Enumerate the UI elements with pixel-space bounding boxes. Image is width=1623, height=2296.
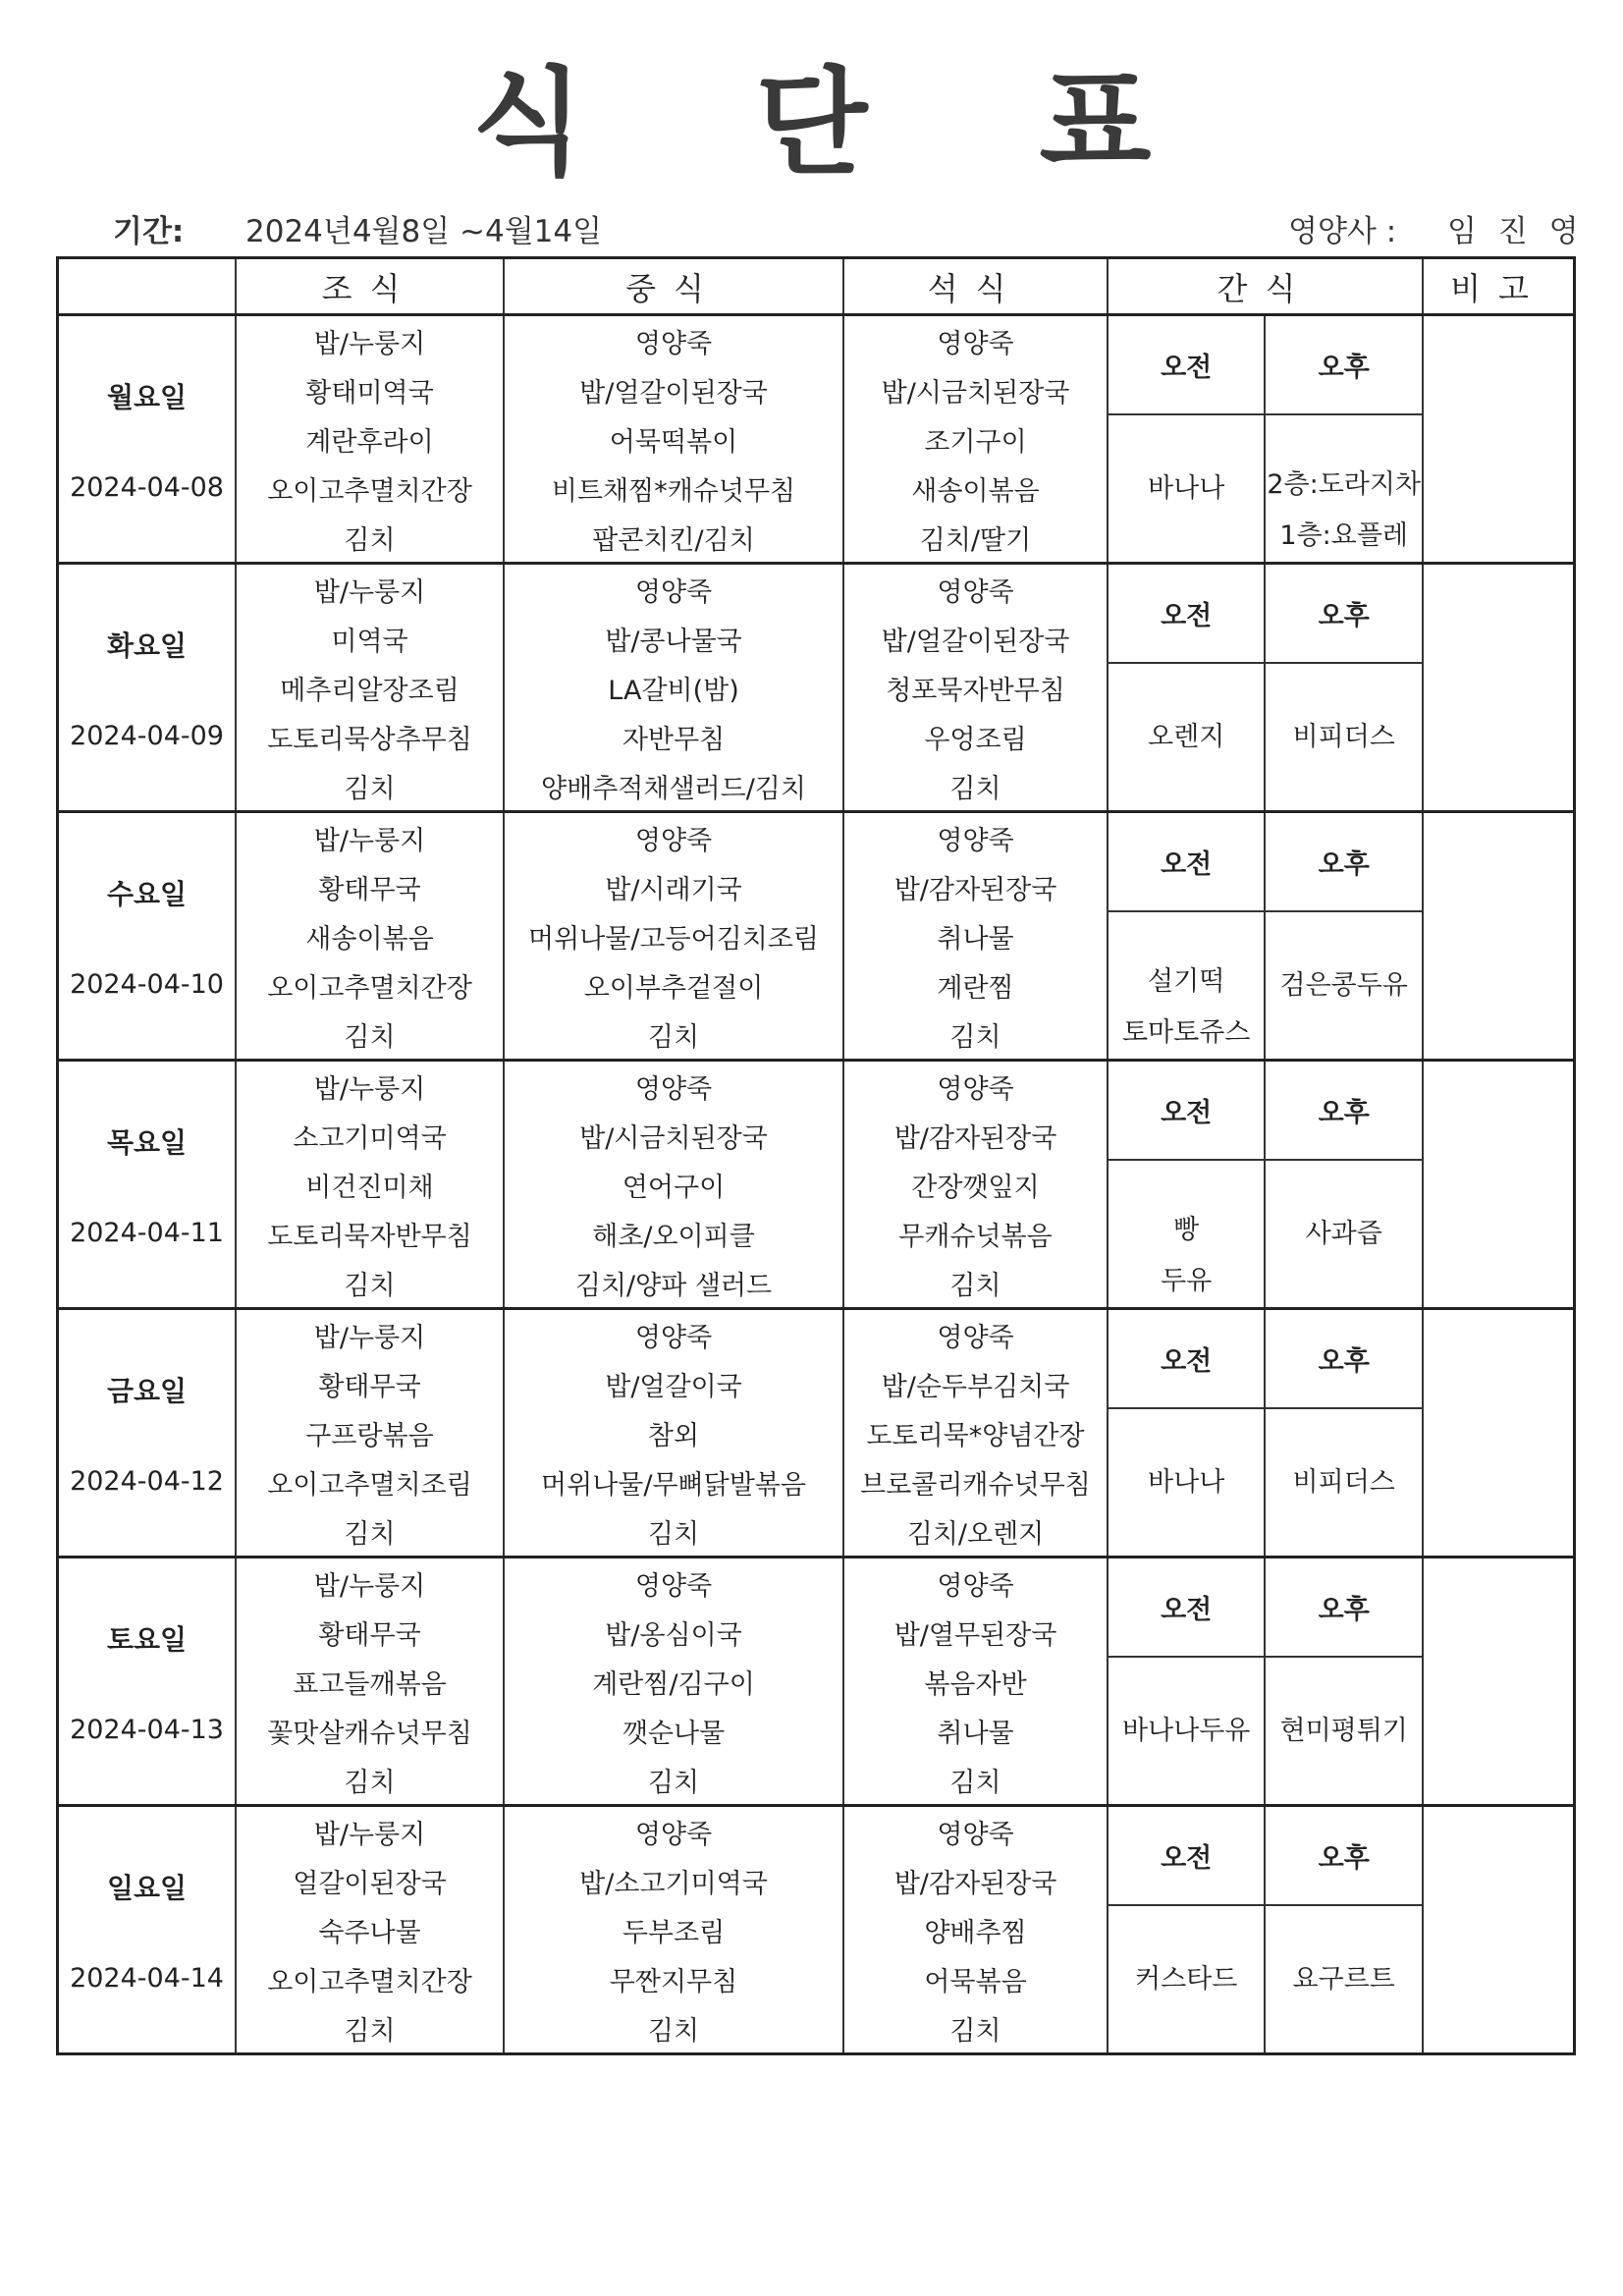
snack-item: 바나나: [1148, 472, 1225, 504]
dinner-item: 영양죽: [843, 1558, 1108, 1609]
dinner-item: 밥/순두부김치국: [843, 1359, 1108, 1408]
breakfast-item: 김치: [236, 1258, 504, 1309]
snack-item: 현미평튀기: [1279, 1715, 1408, 1746]
day-block: [58, 1558, 1575, 1806]
breakfast-item: 도토리묵상추무침: [236, 712, 504, 761]
note-cell: [1423, 812, 1575, 1061]
menu-row: [58, 663, 1575, 712]
lunch-item: 김치: [504, 2003, 843, 2054]
snack-pm-label: 오후: [1265, 1061, 1423, 1161]
dinner-item: 영양죽: [843, 564, 1108, 615]
breakfast-item: 밥/누룽지: [236, 812, 504, 863]
lunch-item: 깻순나물: [504, 1706, 843, 1755]
day-name: 일요일: [106, 1871, 188, 1904]
meal-plan-table: [56, 256, 1576, 2055]
lunch-item: 해초/오이피클: [504, 1209, 843, 1258]
snack-am-cell: [1108, 414, 1266, 564]
snack-item: 바나나: [1148, 1466, 1225, 1498]
dinner-item: 영양죽: [843, 1061, 1108, 1112]
lunch-item: 연어구이: [504, 1160, 843, 1209]
dinner-item: 밥/감자된장국: [843, 1856, 1108, 1905]
lunch-item: 김치: [504, 1010, 843, 1061]
lunch-item: 밥/시금치된장국: [504, 1111, 843, 1160]
breakfast-item: 구프랑볶음: [236, 1408, 504, 1457]
breakfast-item: 도토리묵자반무침: [236, 1209, 504, 1258]
dinner-item: 김치: [843, 1258, 1108, 1309]
snack-item: 2층:도라지차: [1267, 469, 1422, 500]
breakfast-item: 오이고추멸치간장: [236, 1954, 504, 2003]
lunch-item: 김치: [504, 1506, 843, 1558]
breakfast-item: 밥/누룽지: [236, 1061, 504, 1112]
lunch-item: 머위나물/고등어김치조림: [504, 911, 843, 960]
snack-pm-label: 오후: [1265, 1309, 1423, 1409]
day-cell: [58, 1558, 237, 1806]
header-day: [58, 258, 237, 315]
snack-pm-cell: [1265, 1160, 1423, 1309]
lunch-item: LA갈비(밤): [504, 663, 843, 712]
day-block: [58, 564, 1575, 812]
day-cell: [58, 812, 237, 1061]
menu-row: [58, 1061, 1575, 1112]
breakfast-item: 새송이볶음: [236, 911, 504, 960]
lunch-item: 김치/양파 샐러드: [504, 1258, 843, 1309]
snack-item: 검은콩두유: [1279, 969, 1408, 1001]
day-name: 수요일: [106, 877, 188, 910]
breakfast-item: 밥/누룽지: [236, 564, 504, 615]
day-date: 2024-04-09: [70, 720, 224, 751]
title-char-2: 단: [755, 55, 868, 191]
breakfast-item: 미역국: [236, 614, 504, 663]
snack-pm-label: 오후: [1265, 1558, 1423, 1658]
breakfast-item: 오이고추멸치간장: [236, 960, 504, 1010]
day-name: 월요일: [106, 380, 188, 413]
lunch-item: 밥/콩나물국: [504, 614, 843, 663]
dinner-item: 밥/시금치된장국: [843, 365, 1108, 414]
dinner-item: 밥/열무된장국: [843, 1608, 1108, 1657]
snack-item: 요구르트: [1292, 1963, 1395, 1995]
snack-pm-label: 오후: [1265, 564, 1423, 664]
day-cell: [58, 564, 237, 812]
snack-pm-label: 오후: [1265, 1806, 1423, 1906]
note-cell: [1423, 1806, 1575, 2054]
breakfast-item: 김치: [236, 1755, 504, 1806]
dinner-item: 취나물: [843, 1706, 1108, 1755]
header-breakfast: 조식: [236, 258, 504, 315]
snack-item: 비피더스: [1292, 1466, 1395, 1498]
day-name: 목요일: [106, 1125, 188, 1159]
breakfast-item: 밥/누룽지: [236, 1558, 504, 1609]
breakfast-item: 오이고추멸치간장: [236, 464, 504, 513]
snack-am-label: 오전: [1108, 1806, 1266, 1906]
snack-pm-cell: [1265, 911, 1423, 1061]
lunch-item: 밥/얼갈이국: [504, 1359, 843, 1408]
breakfast-item: 밥/누룽지: [236, 1806, 504, 1857]
header-note: 비고: [1423, 258, 1575, 315]
day-cell: [58, 1309, 237, 1558]
breakfast-item: 황태무국: [236, 1359, 504, 1408]
note-cell: [1423, 1309, 1575, 1558]
lunch-item: 자반무침: [504, 712, 843, 761]
period-value: 2024년4월8일 ~4월14일: [245, 214, 603, 249]
dinner-item: 새송이볶음: [843, 464, 1108, 513]
snack-item: 오렌지: [1148, 721, 1225, 752]
header-snack: 간식: [1108, 258, 1423, 315]
lunch-item: 영양죽: [504, 1309, 843, 1360]
day-date: 2024-04-08: [70, 471, 224, 503]
breakfast-item: 김치: [236, 2003, 504, 2054]
breakfast-item: 오이고추멸치조림: [236, 1457, 504, 1506]
dinner-item: 양배추찜: [843, 1905, 1108, 1954]
snack-item: 비피더스: [1292, 721, 1395, 752]
breakfast-item: 표고들깨볶음: [236, 1657, 504, 1706]
note-cell: [1423, 1558, 1575, 1806]
snack-item: 커스타드: [1135, 1963, 1238, 1995]
snack-item: 빵: [1173, 1215, 1200, 1245]
day-block: [58, 315, 1575, 564]
snack-item: 사과즙: [1305, 1218, 1382, 1249]
breakfast-item: 밥/누룽지: [236, 1309, 504, 1360]
snack-pm-label: 오후: [1265, 315, 1423, 415]
lunch-item: 머위나물/무뼈닭발볶음: [504, 1457, 843, 1506]
dinner-item: 브로콜리캐슈넛무침: [843, 1457, 1108, 1506]
breakfast-item: 밥/누룽지: [236, 315, 504, 366]
menu-row: [58, 1806, 1575, 1857]
snack-am-label: 오전: [1108, 564, 1266, 664]
breakfast-item: 숙주나물: [236, 1905, 504, 1954]
lunch-item: 밥/소고기미역국: [504, 1856, 843, 1905]
menu-row: [58, 564, 1575, 615]
header-lunch: 중식: [504, 258, 843, 315]
breakfast-item: 계란후라이: [236, 414, 504, 464]
dinner-item: 밥/감자된장국: [843, 862, 1108, 911]
breakfast-item: 얼갈이된장국: [236, 1856, 504, 1905]
lunch-item: 무짠지무침: [504, 1954, 843, 2003]
snack-am-label: 오전: [1108, 812, 1266, 912]
dinner-item: 김치/오렌지: [843, 1506, 1108, 1558]
day-cell: [58, 1061, 237, 1309]
snack-pm-cell: [1265, 414, 1423, 564]
header-dinner: 석식: [843, 258, 1108, 315]
title-char-1: 식: [471, 55, 584, 191]
day-block: [58, 812, 1575, 1061]
snack-pm-cell: [1265, 1905, 1423, 2054]
menu-row: [58, 1905, 1575, 1954]
day-block: [58, 1806, 1575, 2054]
day-block: [58, 1309, 1575, 1558]
lunch-item: 밥/시래기국: [504, 862, 843, 911]
dinner-item: 영양죽: [843, 812, 1108, 863]
day-date: 2024-04-14: [70, 1962, 224, 1994]
lunch-item: 밥/옹심이국: [504, 1608, 843, 1657]
snack-am-label: 오전: [1108, 1061, 1266, 1161]
breakfast-item: 꽃맛살캐슈넛무침: [236, 1706, 504, 1755]
snack-am-cell: [1108, 1160, 1266, 1309]
day-cell: [58, 1806, 237, 2054]
lunch-item: 밥/얼갈이된장국: [504, 365, 843, 414]
dinner-item: 도토리묵*양념간장: [843, 1408, 1108, 1457]
header-row: [58, 258, 1575, 315]
dinner-item: 영양죽: [843, 1806, 1108, 1857]
dinner-item: 무캐슈넛볶음: [843, 1209, 1108, 1258]
breakfast-item: 황태무국: [236, 1608, 504, 1657]
dinner-item: 볶음자반: [843, 1657, 1108, 1706]
dinner-item: 밥/얼갈이된장국: [843, 614, 1108, 663]
menu-row: [58, 1408, 1575, 1457]
menu-row: [58, 414, 1575, 464]
dinner-item: 김치: [843, 1010, 1108, 1061]
snack-pm-cell: [1265, 663, 1423, 812]
snack-pm-label: 오후: [1265, 812, 1423, 912]
snack-item: 토마토쥬스: [1121, 1017, 1251, 1048]
lunch-item: 참외: [504, 1408, 843, 1457]
note-cell: [1423, 315, 1575, 564]
lunch-item: 비트채찜*캐슈넛무침: [504, 464, 843, 513]
menu-row: [58, 315, 1575, 366]
day-name: 화요일: [106, 629, 188, 662]
lunch-item: 영양죽: [504, 812, 843, 863]
snack-am-cell: [1108, 1905, 1266, 2054]
dinner-item: 김치/딸기: [843, 513, 1108, 564]
day-name: 토요일: [106, 1622, 188, 1656]
menu-row: [58, 812, 1575, 863]
day-block: [58, 1061, 1575, 1309]
lunch-item: 영양죽: [504, 1061, 843, 1112]
lunch-item: 팝콘치킨/김치: [504, 513, 843, 564]
day-name: 금요일: [106, 1374, 188, 1407]
lunch-item: 계란찜/김구이: [504, 1657, 843, 1706]
day-cell: [58, 315, 237, 564]
menu-row: [58, 1160, 1575, 1209]
dinner-item: 취나물: [843, 911, 1108, 960]
dinner-item: 청포묵자반무침: [843, 663, 1108, 712]
dinner-item: 영양죽: [843, 315, 1108, 366]
lunch-item: 두부조림: [504, 1905, 843, 1954]
lunch-item: 영양죽: [504, 315, 843, 366]
title-char-3: 표: [1039, 55, 1152, 191]
menu-row: [58, 1558, 1575, 1609]
dietitian-value: 임 진 영: [1447, 214, 1585, 249]
day-date: 2024-04-11: [70, 1217, 224, 1248]
snack-am-cell: [1108, 1408, 1266, 1558]
lunch-item: 어묵떡볶이: [504, 414, 843, 464]
menu-row: [58, 1309, 1575, 1360]
snack-item: 바나나두유: [1121, 1715, 1251, 1746]
dinner-item: 영양죽: [843, 1309, 1108, 1360]
lunch-item: 영양죽: [504, 564, 843, 615]
snack-am-label: 오전: [1108, 315, 1266, 415]
breakfast-item: 소고기미역국: [236, 1111, 504, 1160]
breakfast-item: 김치: [236, 1506, 504, 1558]
day-date: 2024-04-10: [70, 968, 224, 1000]
day-date: 2024-04-13: [70, 1714, 224, 1745]
snack-am-cell: [1108, 1657, 1266, 1806]
lunch-item: 영양죽: [504, 1558, 843, 1609]
breakfast-item: 메추리알장조림: [236, 663, 504, 712]
snack-item: 설기떡: [1148, 966, 1225, 997]
lunch-item: 김치: [504, 1755, 843, 1806]
snack-item: 두유: [1161, 1266, 1213, 1296]
dinner-item: 김치: [843, 1755, 1108, 1806]
snack-am-label: 오전: [1108, 1309, 1266, 1409]
lunch-item: 양배추적채샐러드/김치: [504, 761, 843, 812]
breakfast-item: 김치: [236, 1010, 504, 1061]
snack-am-cell: [1108, 911, 1266, 1061]
lunch-item: 영양죽: [504, 1806, 843, 1857]
breakfast-item: 황태미역국: [236, 365, 504, 414]
dietitian-label: 영양사 :: [1288, 214, 1397, 249]
dinner-item: 김치: [843, 2003, 1108, 2054]
dinner-item: 간장깻잎지: [843, 1160, 1108, 1209]
note-cell: [1423, 1061, 1575, 1309]
note-cell: [1423, 564, 1575, 812]
breakfast-item: 황태무국: [236, 862, 504, 911]
snack-item: 1층:요플레: [1279, 520, 1408, 551]
dinner-item: 김치: [843, 761, 1108, 812]
breakfast-item: 김치: [236, 761, 504, 812]
snack-am-cell: [1108, 663, 1266, 812]
period-label: 기간:: [113, 214, 185, 249]
snack-am-label: 오전: [1108, 1558, 1266, 1658]
menu-row: [58, 1657, 1575, 1706]
page-title: [0, 54, 1623, 191]
lunch-item: 오이부추겉절이: [504, 960, 843, 1010]
menu-row: [58, 911, 1575, 960]
dinner-item: 어묵볶음: [843, 1954, 1108, 2003]
dinner-item: 계란찜: [843, 960, 1108, 1010]
snack-pm-cell: [1265, 1657, 1423, 1806]
dinner-item: 조기구이: [843, 414, 1108, 464]
day-date: 2024-04-12: [70, 1465, 224, 1497]
breakfast-item: 김치: [236, 513, 504, 564]
dinner-item: 밥/감자된장국: [843, 1111, 1108, 1160]
dinner-item: 우엉조림: [843, 712, 1108, 761]
breakfast-item: 비건진미채: [236, 1160, 504, 1209]
snack-pm-cell: [1265, 1408, 1423, 1558]
